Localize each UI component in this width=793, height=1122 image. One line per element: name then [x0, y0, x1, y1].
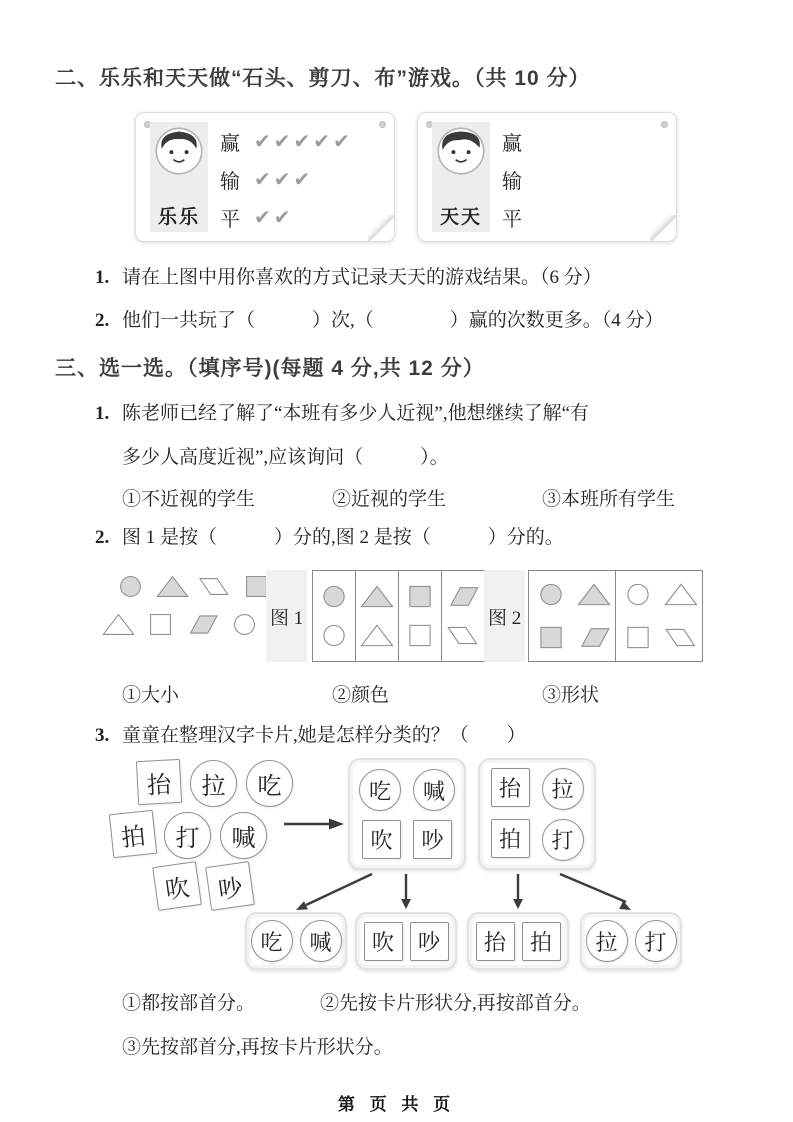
check-icon: ✔: [254, 205, 274, 229]
question-number: 2.: [95, 527, 110, 548]
tray-row: [350, 820, 464, 859]
scatter-row1: [137, 760, 340, 807]
group-eat-shout: [245, 912, 347, 970]
para-r-shape-gray: [444, 583, 482, 610]
char-card-square: 吹: [364, 922, 403, 961]
section3-question-2-options: [122, 680, 599, 707]
section2-question-2: [95, 307, 664, 335]
page-footer: 第 页 共 页: [337, 1095, 456, 1114]
triangle-shape-gray: [154, 572, 191, 601]
question-text: 陈老师已经了解了“本班有多少人近视”,他想继续了解“有: [122, 403, 590, 424]
question-text: 童童在整理汉字卡片,她是怎样分类的？（ ）: [122, 725, 526, 746]
game-record-cards: [135, 112, 677, 242]
char-card-circle: 吃: [246, 760, 293, 807]
para-l-shape-white: [196, 572, 233, 601]
option-1: ①大小: [122, 685, 180, 706]
folded-corner: [650, 215, 676, 241]
question-number: 1.: [95, 403, 110, 424]
char-card-square: 吹: [362, 820, 401, 859]
circle-shape-gray: [532, 581, 570, 608]
char-card-circle: 喊: [220, 812, 267, 859]
folded-corner: [368, 215, 394, 241]
check-icon: ✔: [293, 167, 314, 191]
shape-pool-row2: [100, 610, 275, 639]
right-arrow-icon: [283, 816, 345, 832]
option-3: ③形状: [542, 685, 600, 706]
check-icon: ✔: [313, 129, 334, 153]
question-number: 3.: [95, 725, 110, 746]
char-card-square: 抬: [476, 922, 515, 961]
option-3: ③先按部首分,再按卡片形状分。: [122, 1037, 393, 1058]
char-card-square: 拍: [491, 819, 530, 858]
square-shape-white: [142, 610, 179, 639]
section3-question-2: [95, 524, 564, 552]
check-marks: [254, 205, 294, 229]
row-label: 平: [502, 208, 522, 231]
row-label: 赢: [220, 132, 240, 155]
section3-question-1-options: [122, 484, 675, 511]
check-icon: ✔: [293, 129, 314, 153]
triangle-shape-white: [100, 610, 137, 639]
mid-box-hand-radical: [478, 758, 596, 870]
avatar-panel: [432, 122, 490, 232]
para-r-shape-gray: [575, 624, 613, 651]
section2-title: 二、乐乐和天天做“石头、剪刀、布”游戏。（共 10 分）: [55, 67, 591, 90]
triangle-shape-gray: [358, 583, 396, 610]
figure2-cell-white: [615, 571, 702, 661]
para-r-shape-gray: [184, 610, 221, 639]
player-name: 天天: [439, 207, 482, 228]
char-card-square: 拍: [109, 810, 157, 858]
triangle-shape-white: [662, 581, 700, 608]
check-marks: [254, 167, 313, 191]
section3-question-3: [95, 722, 526, 750]
check-icon: ✔: [273, 205, 294, 229]
triangle-shape-gray: [575, 581, 613, 608]
record-row-win: [502, 122, 668, 160]
char-card-circle: 打: [164, 812, 211, 859]
figure2-label-text: 图 2: [488, 607, 522, 629]
circle-shape-gray: [112, 572, 149, 601]
char-card-square: 吵: [413, 820, 452, 859]
circle-shape-white: [619, 581, 657, 608]
circle-shape-white: [226, 610, 263, 639]
option-2: ②近视的学生: [332, 489, 447, 510]
mid-box-mouth-radical: [348, 758, 466, 870]
figure1-cell-parallelograms: [441, 571, 484, 661]
char-card-square: 拍: [522, 922, 561, 961]
figure1-label: [266, 570, 307, 662]
figure2-table: [528, 570, 703, 662]
para-l-shape-white: [444, 622, 482, 649]
row-label: 输: [502, 170, 522, 193]
check-icon: ✔: [254, 167, 274, 191]
square-shape-gray: [401, 583, 439, 610]
figure2-cell-gray: [529, 571, 615, 661]
record-row-lose: [220, 160, 386, 198]
check-icon: ✔: [273, 129, 294, 153]
section3-question-3-options-row2: [122, 1032, 393, 1059]
triangle-shape-white: [358, 622, 396, 649]
tray-row: [480, 768, 594, 810]
figure1-cell-triangles: [355, 571, 398, 661]
avatar-panel: [150, 122, 208, 232]
row-label: 赢: [502, 132, 522, 155]
char-card-circle: 喊: [300, 920, 342, 962]
char-card-square: 抬: [491, 768, 530, 807]
square-shape-white: [619, 624, 657, 651]
char-card-square: 吹: [152, 861, 202, 911]
group-blow-quarrel: [355, 912, 457, 970]
record-rows: [502, 122, 668, 236]
question-text: 请在上图中用你喜欢的方式记录天天的游戏结果。（6 分）: [122, 267, 602, 288]
char-card-circle: 拉: [190, 760, 237, 807]
section2-question-1: [95, 264, 602, 292]
section3-question-3-options-row1: [122, 988, 591, 1015]
check-marks: [254, 129, 353, 153]
char-card-circle: 打: [635, 920, 677, 962]
char-card-square: 吵: [410, 922, 449, 961]
figure2-label: [484, 570, 525, 662]
section3-question-1-line1: [95, 400, 589, 428]
circle-shape-gray: [315, 583, 353, 610]
group-lift-pat: [467, 912, 569, 970]
question-number: 1.: [95, 267, 110, 288]
char-card-circle: 打: [542, 819, 584, 861]
char-card-square: 抬: [136, 759, 182, 805]
option-1: ①不近视的学生: [122, 489, 256, 510]
record-card-tiantian: [417, 112, 677, 242]
char-card-circle: 拉: [586, 920, 628, 962]
classification-diagram: [0, 758, 793, 974]
tray-row: [350, 769, 464, 811]
square-shape-white: [401, 622, 439, 649]
question-number: 2.: [95, 310, 110, 331]
check-icon: ✔: [254, 129, 274, 153]
figure1-cell-circles: [313, 571, 355, 661]
player-name: 乐乐: [157, 207, 200, 228]
option-2: ②颜色: [332, 685, 390, 706]
square-shape-gray: [532, 624, 570, 651]
question-text: 多少人高度近视”,应该询问（ ）。: [122, 447, 449, 468]
record-row-lose: [502, 160, 668, 198]
question-text: 图 1 是按（ ）分的,图 2 是按（ ）分的。: [122, 527, 564, 548]
shape-pool: [112, 572, 275, 648]
char-card-circle: 拉: [542, 768, 584, 810]
check-icon: ✔: [273, 167, 294, 191]
record-row-win: [220, 122, 386, 160]
char-card-circle: 吃: [359, 769, 401, 811]
record-card-lele: [135, 112, 395, 242]
boy-avatar-lele: [153, 125, 205, 177]
boy-avatar-tiantian: [435, 125, 487, 177]
record-row-tie: [502, 198, 668, 236]
char-card-square: 吵: [205, 861, 255, 911]
option-1: ①都按部首分。: [122, 993, 256, 1014]
row-label: 平: [220, 208, 240, 231]
question-text: 他们一共玩了（ ）次,（ ）赢的次数更多。（4 分）: [122, 310, 664, 331]
branch-arrows-icon: [240, 872, 700, 912]
section3-question-1-line2: [122, 444, 449, 472]
char-card-circle: 喊: [413, 769, 455, 811]
para-l-shape-white: [662, 624, 700, 651]
row-label: 输: [220, 170, 240, 193]
record-row-tie: [220, 198, 386, 236]
circle-shape-white: [315, 622, 353, 649]
option-3: ③本班所有学生: [542, 489, 676, 510]
figure1-cell-squares: [398, 571, 441, 661]
tray-row: [480, 819, 594, 861]
section3-title: 三、选一选。（填序号)(每题 4 分,共 12 分）: [55, 357, 485, 380]
shape-pool-row1: [112, 572, 275, 601]
figure1-table: [312, 570, 485, 662]
record-rows: [220, 122, 386, 236]
char-card-circle: 吃: [251, 920, 293, 962]
option-2: ②先按卡片形状分,再按部首分。: [320, 993, 591, 1014]
check-icon: ✔: [333, 129, 353, 153]
group-pull-hit: [580, 912, 682, 970]
figure1-label-text: 图 1: [270, 607, 304, 629]
